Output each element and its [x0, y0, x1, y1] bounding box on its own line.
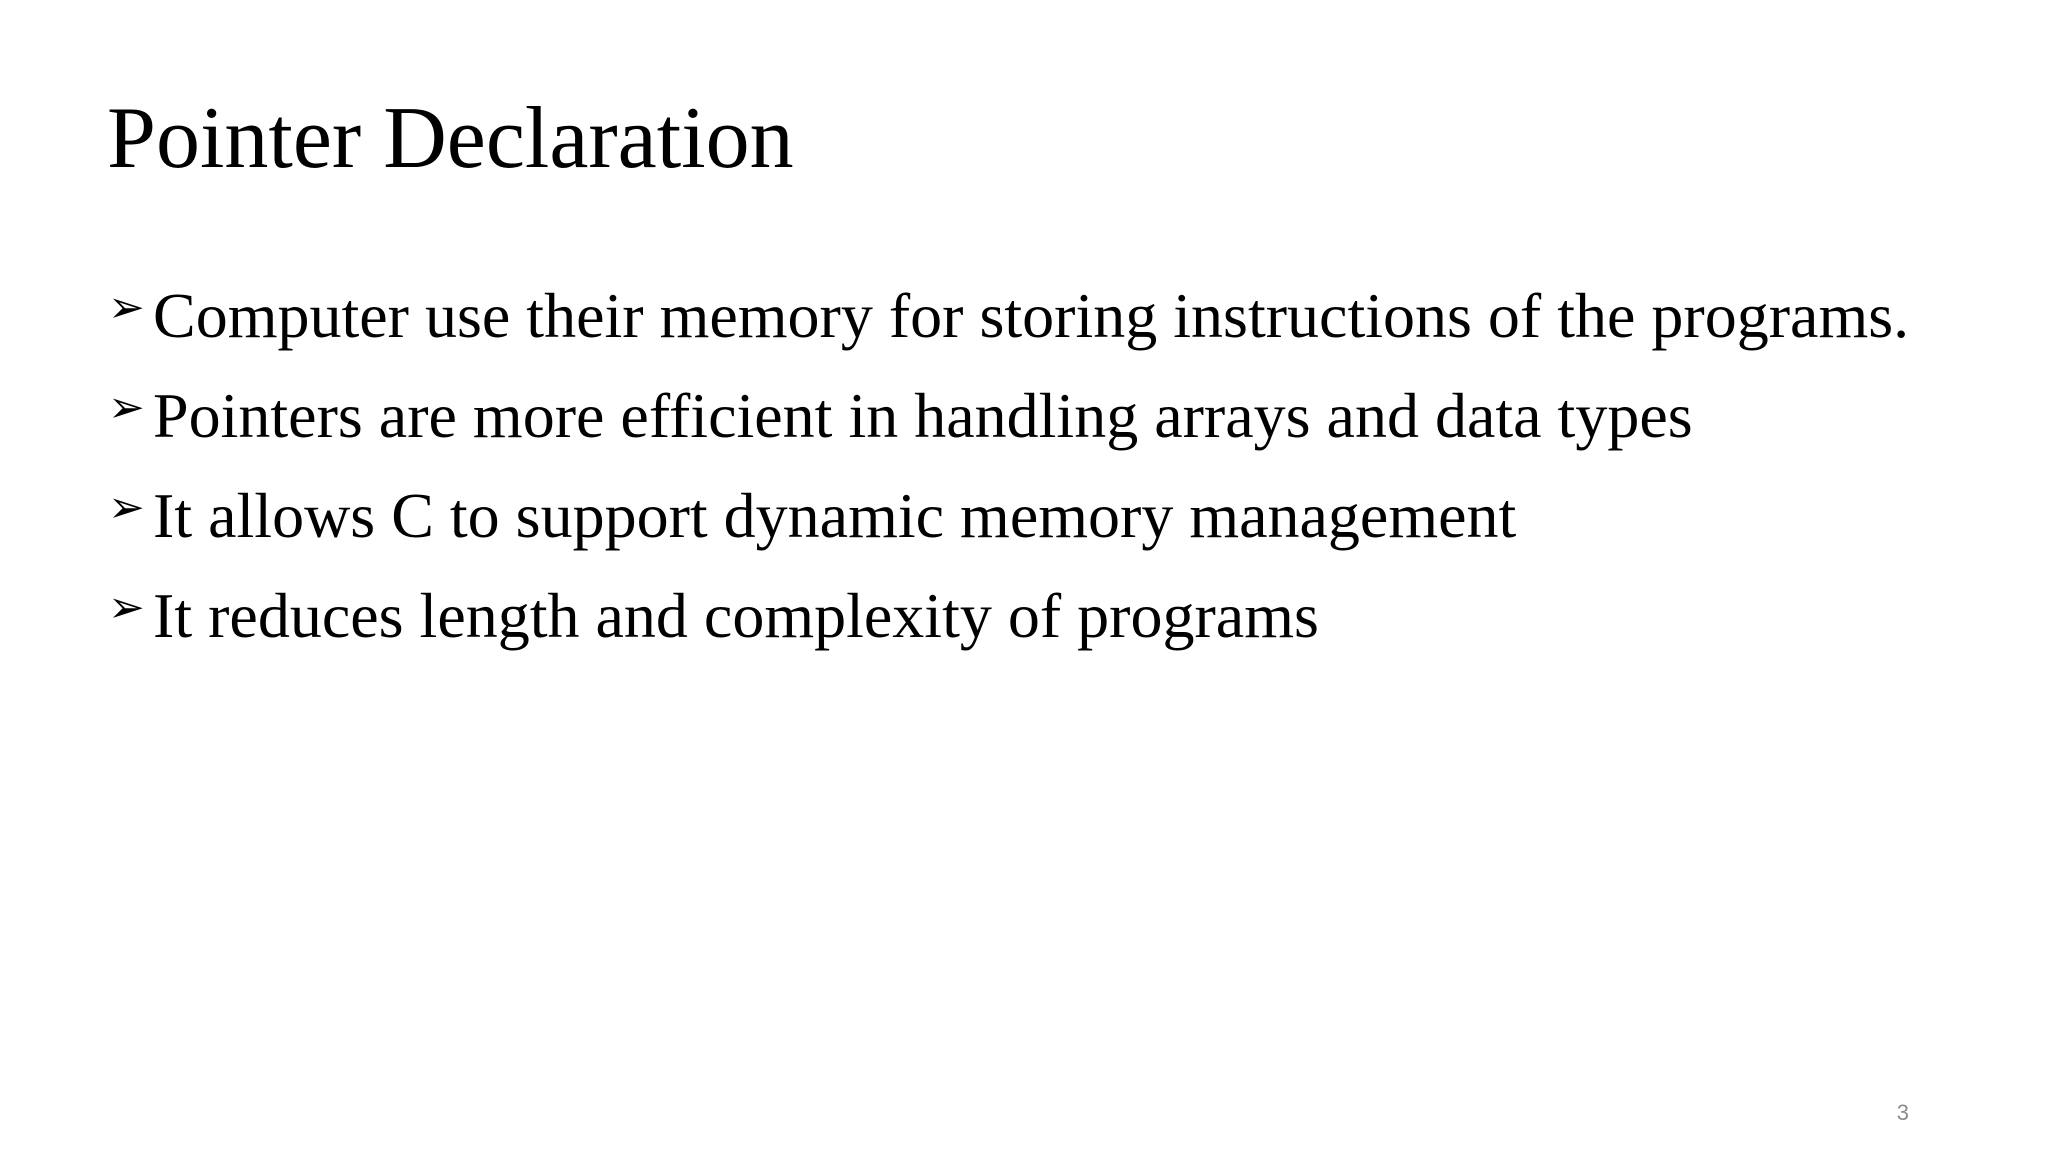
arrowhead-bullet-icon: ➢ [108, 382, 145, 433]
page-number: 3 [1896, 1100, 1909, 1125]
list-item [108, 278, 1928, 354]
arrowhead-bullet-icon: ➢ [108, 482, 145, 533]
list-item [108, 478, 1928, 554]
bullet-text: It allows C to support dynamic memory management [153, 480, 1517, 551]
bullet-text: Computer use their memory for storing instructions of the programs. [153, 280, 1910, 351]
bullet-text: Pointers are more efficient in handling arrays and data types [153, 380, 1693, 451]
slide-title: Pointer Declaration [107, 90, 794, 187]
bullet-list [108, 278, 1928, 678]
list-item [108, 578, 1928, 654]
list-item [108, 378, 1928, 454]
bullet-text: It reduces length and complexity of programs [153, 580, 1319, 651]
arrowhead-bullet-icon: ➢ [108, 582, 145, 633]
arrowhead-bullet-icon: ➢ [108, 282, 145, 333]
